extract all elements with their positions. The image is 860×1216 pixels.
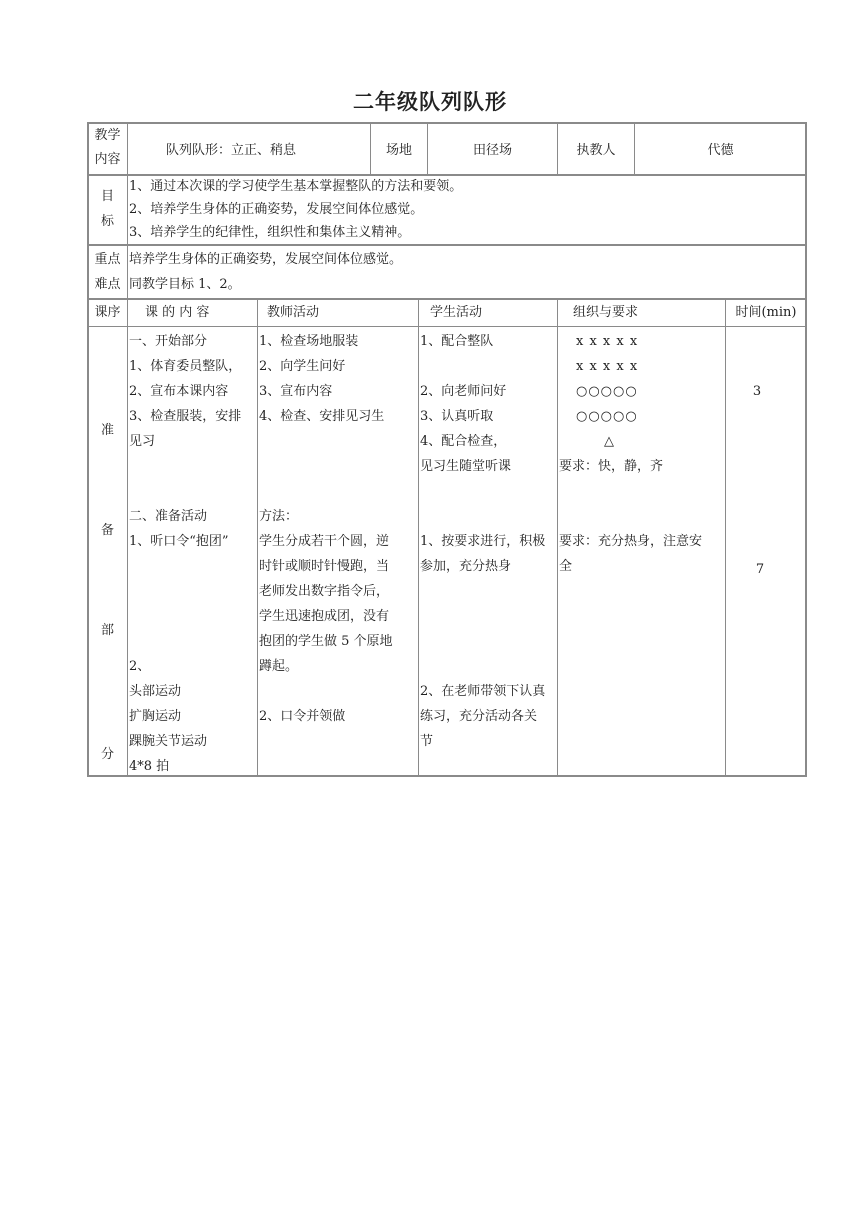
part1-teacher: 1、检查场地服装 2、向学生问好 3、宣布内容 4、检查、安排见习生 [259,334,385,424]
column-teacher: 教师活动 [267,305,320,320]
col-divider [127,122,128,176]
formation-row: ○○○○○ [576,409,638,424]
part2-student: 1、按要求进行，积极 参加，充分热身 [420,534,546,574]
section-label-char: 部 [100,623,114,638]
teacher-value: 代德 [707,143,734,158]
col-divider [257,298,258,777]
column-time: 时间(min) [735,305,797,320]
part1-requirement: 要求：快，静，齐 [559,459,664,474]
column-student: 学生活动 [430,305,483,320]
teacher-marker: △ [604,434,615,449]
part2-organization: 要求：充分热身，注意安 全 [559,534,703,574]
column-order: 课序 [94,305,121,320]
col-divider [127,298,128,777]
part3-content: 2、 头部运动 扩胸运动 踝腕关节运动 4*8 拍 [129,659,208,774]
col-divider [557,298,558,777]
col-divider [127,174,128,298]
goal-item: 2、培养学生身体的正确姿势，发展空间体位感觉。 [129,202,424,217]
part1-time: 3 [752,384,762,399]
goals-label: 目 标 [100,189,114,229]
section-label-char: 备 [100,523,114,538]
col-divider [418,298,419,777]
column-content: 课 的 内 容 [145,305,210,320]
part1-student: 1、配合整队 2、向老师问好 3、认真听取 4、配合检查， 见习生随堂听课 [420,334,512,474]
section-label-char: 准 [100,423,114,438]
part2-teacher: 方法： 学生分成若干个圆，逆 时针或顺时针慢跑，当 老师发出数字指令后， 学生迅速抱成团，没有 抱团的学生做 5 个原地 蹲起。 [259,509,393,674]
key-points-label: 重点 难点 [94,252,121,292]
goals-list [129,175,462,244]
part2-content: 二、准备活动 1、听口令“抱团” [129,509,229,549]
page-title: 二年级队列队形 [353,90,507,114]
teacher-label: 执教人 [576,143,616,158]
part1-content: 一、开始部分 1、体育委员整队， 2、宣布本课内容 3、检查服装，安排 见习 [129,334,242,449]
row-divider [87,244,807,246]
formation-row: ○○○○○ [576,384,638,399]
part3-teacher: 2、口令并领做 [259,709,346,724]
part2-time: 7 [755,562,765,577]
goal-item: 1、通过本次课的学习使学生基本掌握整队的方法和要领。 [129,179,463,194]
formation-row: x x x x x [576,334,639,349]
venue-value: 田径场 [472,143,512,158]
venue-label: 场地 [385,143,412,158]
section-label-char: 分 [100,747,114,762]
row-divider [87,326,807,327]
formation-row: x x x x x [576,359,639,374]
part1-formation [576,329,638,454]
goal-item: 3、培养学生的纪律性，组织性和集体主义精神。 [129,225,411,240]
content-value: 队列队形：立正、稍息 [166,143,297,158]
content-label: 教学 内容 [94,128,121,167]
key-points-text: 培养学生身体的正确姿势，发展空间体位感觉。 同教学目标 1、2。 [129,252,403,292]
col-divider [725,298,726,777]
part3-student: 2、在老师带领下认真 练习，充分活动各关 节 [420,684,546,749]
column-organization: 组织与要求 [573,305,639,320]
